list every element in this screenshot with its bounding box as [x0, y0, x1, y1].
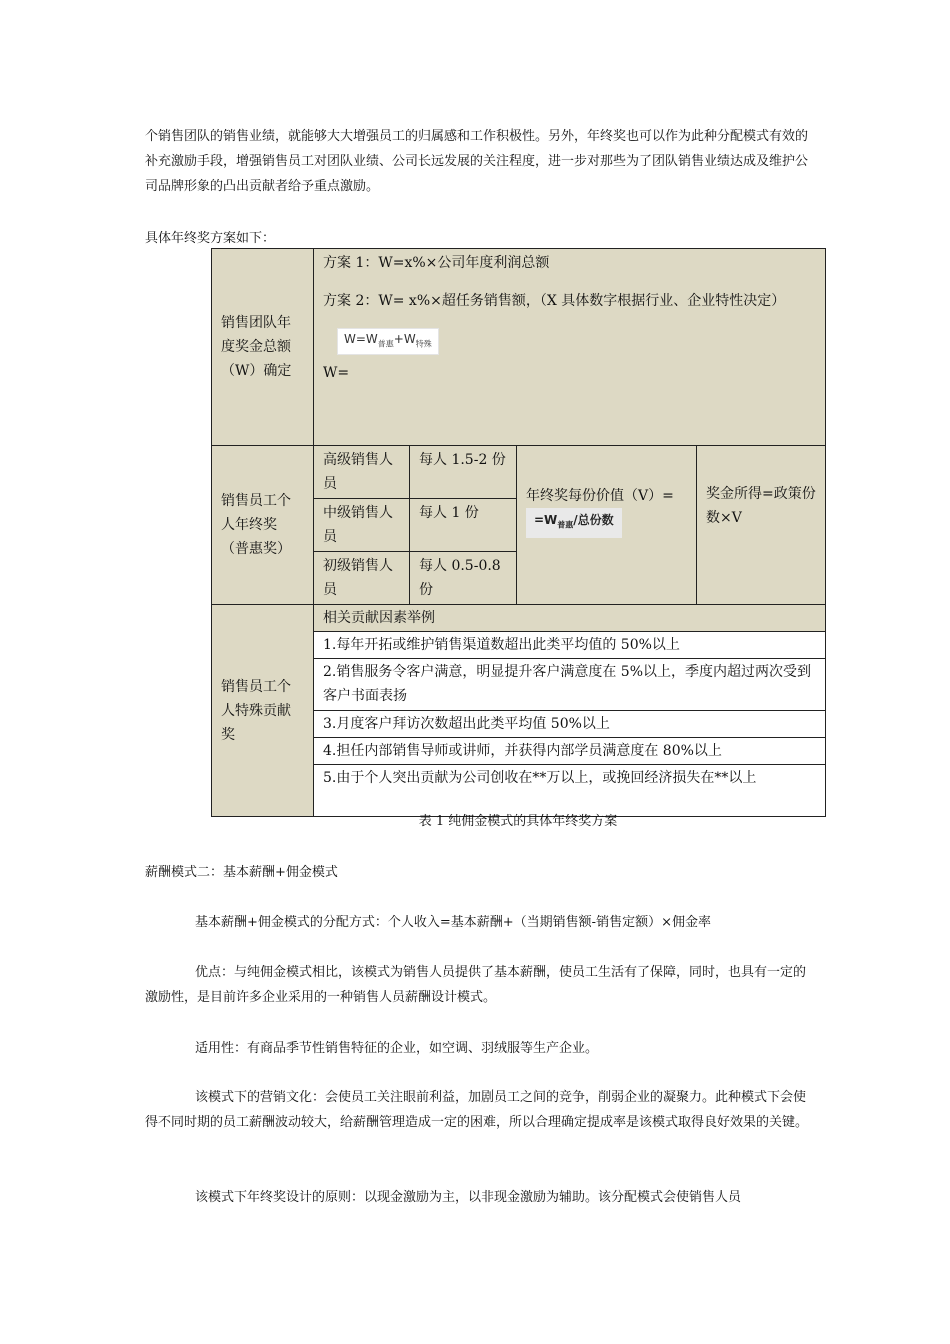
applicability-paragraph: 适用性：有商品季节性销售特征的企业，如空调、羽绒服等生产企业。: [195, 1041, 599, 1056]
plan-2: 方案 2：W= x%×超任务销售额，（X 具体数字根据行业、企业特性决定）: [323, 293, 786, 309]
level-share: 每人 1 份: [410, 499, 517, 552]
section-title: 薪酬模式二：基本薪酬+佣金模式: [145, 865, 338, 880]
special-bonus-label: 销售员工个人特殊贡献奖: [212, 605, 314, 817]
total-bonus-plans: [314, 249, 826, 446]
factor-header: 相关贡献因素举例: [314, 605, 826, 632]
level-share: 每人 0.5-0.8 份: [410, 552, 517, 605]
method-paragraph: 基本薪酬+佣金模式的分配方式：个人收入=基本薪酬+（当期销售额-销售定额）×佣金率: [195, 915, 711, 930]
level-title: 中级销售人员: [314, 499, 410, 552]
level-title: 高级销售人员: [314, 446, 410, 499]
culture-paragraph: 该模式下的营销文化：会使员工关注眼前利益，加剧员工之间的竞争，削弱企业的凝聚力。此种模式下会使得不同时期的员工薪酬波动较大，给薪酬管理造成一定的困难，所以合理确定提成率是该模式取得良好效果的关键。: [145, 1090, 809, 1130]
advantage-paragraph: 优点：与纯佣金模式相比，该模式为销售人员提供了基本薪酬，使员工生活有了保障，同时，也具有一定的激励性，是目前许多企业采用的一种销售人员薪酬设计模式。: [145, 965, 807, 1005]
factor-item: 1.每年开拓或维护销售渠道数超出此类平均值的 50%以上: [314, 632, 826, 659]
general-bonus-label: 销售员工个人年终奖（普惠奖）: [212, 446, 314, 605]
intro-paragraph: 个销售团队的销售业绩，就能够大大增强员工的归属感和工作积极性。另外，年终奖也可以作为此种分配模式有效的补充激励手段，增强销售员工对团队业绩、公司长远发展的关注程度，进一步对那些为了团队销售业绩达成及维护公司品牌形象的凸出贡献者给予重点激励。: [145, 129, 809, 194]
total-bonus-label: 销售团队年度奖金总额（W）确定: [212, 249, 314, 446]
factor-item: 4.担任内部销售导师或讲师，并获得内部学员满意度在 80%以上: [314, 738, 826, 765]
plan-1: 方案 1：W=x%×公司年度利润总额: [323, 255, 550, 271]
level-title: 初级销售人员: [314, 552, 410, 605]
table-caption: 表 1 纯佣金模式的具体年终奖方案: [418, 814, 618, 829]
factor-item: 5.由于个人突出贡献为公司创收在**万以上，或挽回经济损失在**以上: [314, 765, 826, 817]
total-formula-image: $W=W_{普惠}+W_{特殊}$: [337, 328, 439, 355]
factor-item: 3.月度客户拜访次数超出此类平均值 50%以上: [314, 711, 826, 738]
year-end-bonus-table: [211, 248, 826, 817]
share-value-cell: 年终奖每份价值（V）= $=W_{普惠}/$总份数: [517, 446, 697, 605]
factor-item: 2.销售服务令客户满意，明显提升客户满意度在 5%以上，季度内超过两次受到客户书面表扬: [314, 659, 826, 711]
bonus-result-text: 奖金所得=政策份数×V: [697, 446, 826, 605]
principle-paragraph: 该模式下年终奖设计的原则：以现金激励为主，以非现金激励为辅助。该分配模式会使销售人员: [195, 1190, 742, 1205]
w-equals: W=: [323, 365, 350, 382]
level-share: 每人 1.5-2 份: [410, 446, 517, 499]
plan-intro-text: 具体年终奖方案如下：: [145, 231, 276, 246]
share-value-formula-image: $=W_{普惠}/$总份数: [526, 508, 622, 537]
